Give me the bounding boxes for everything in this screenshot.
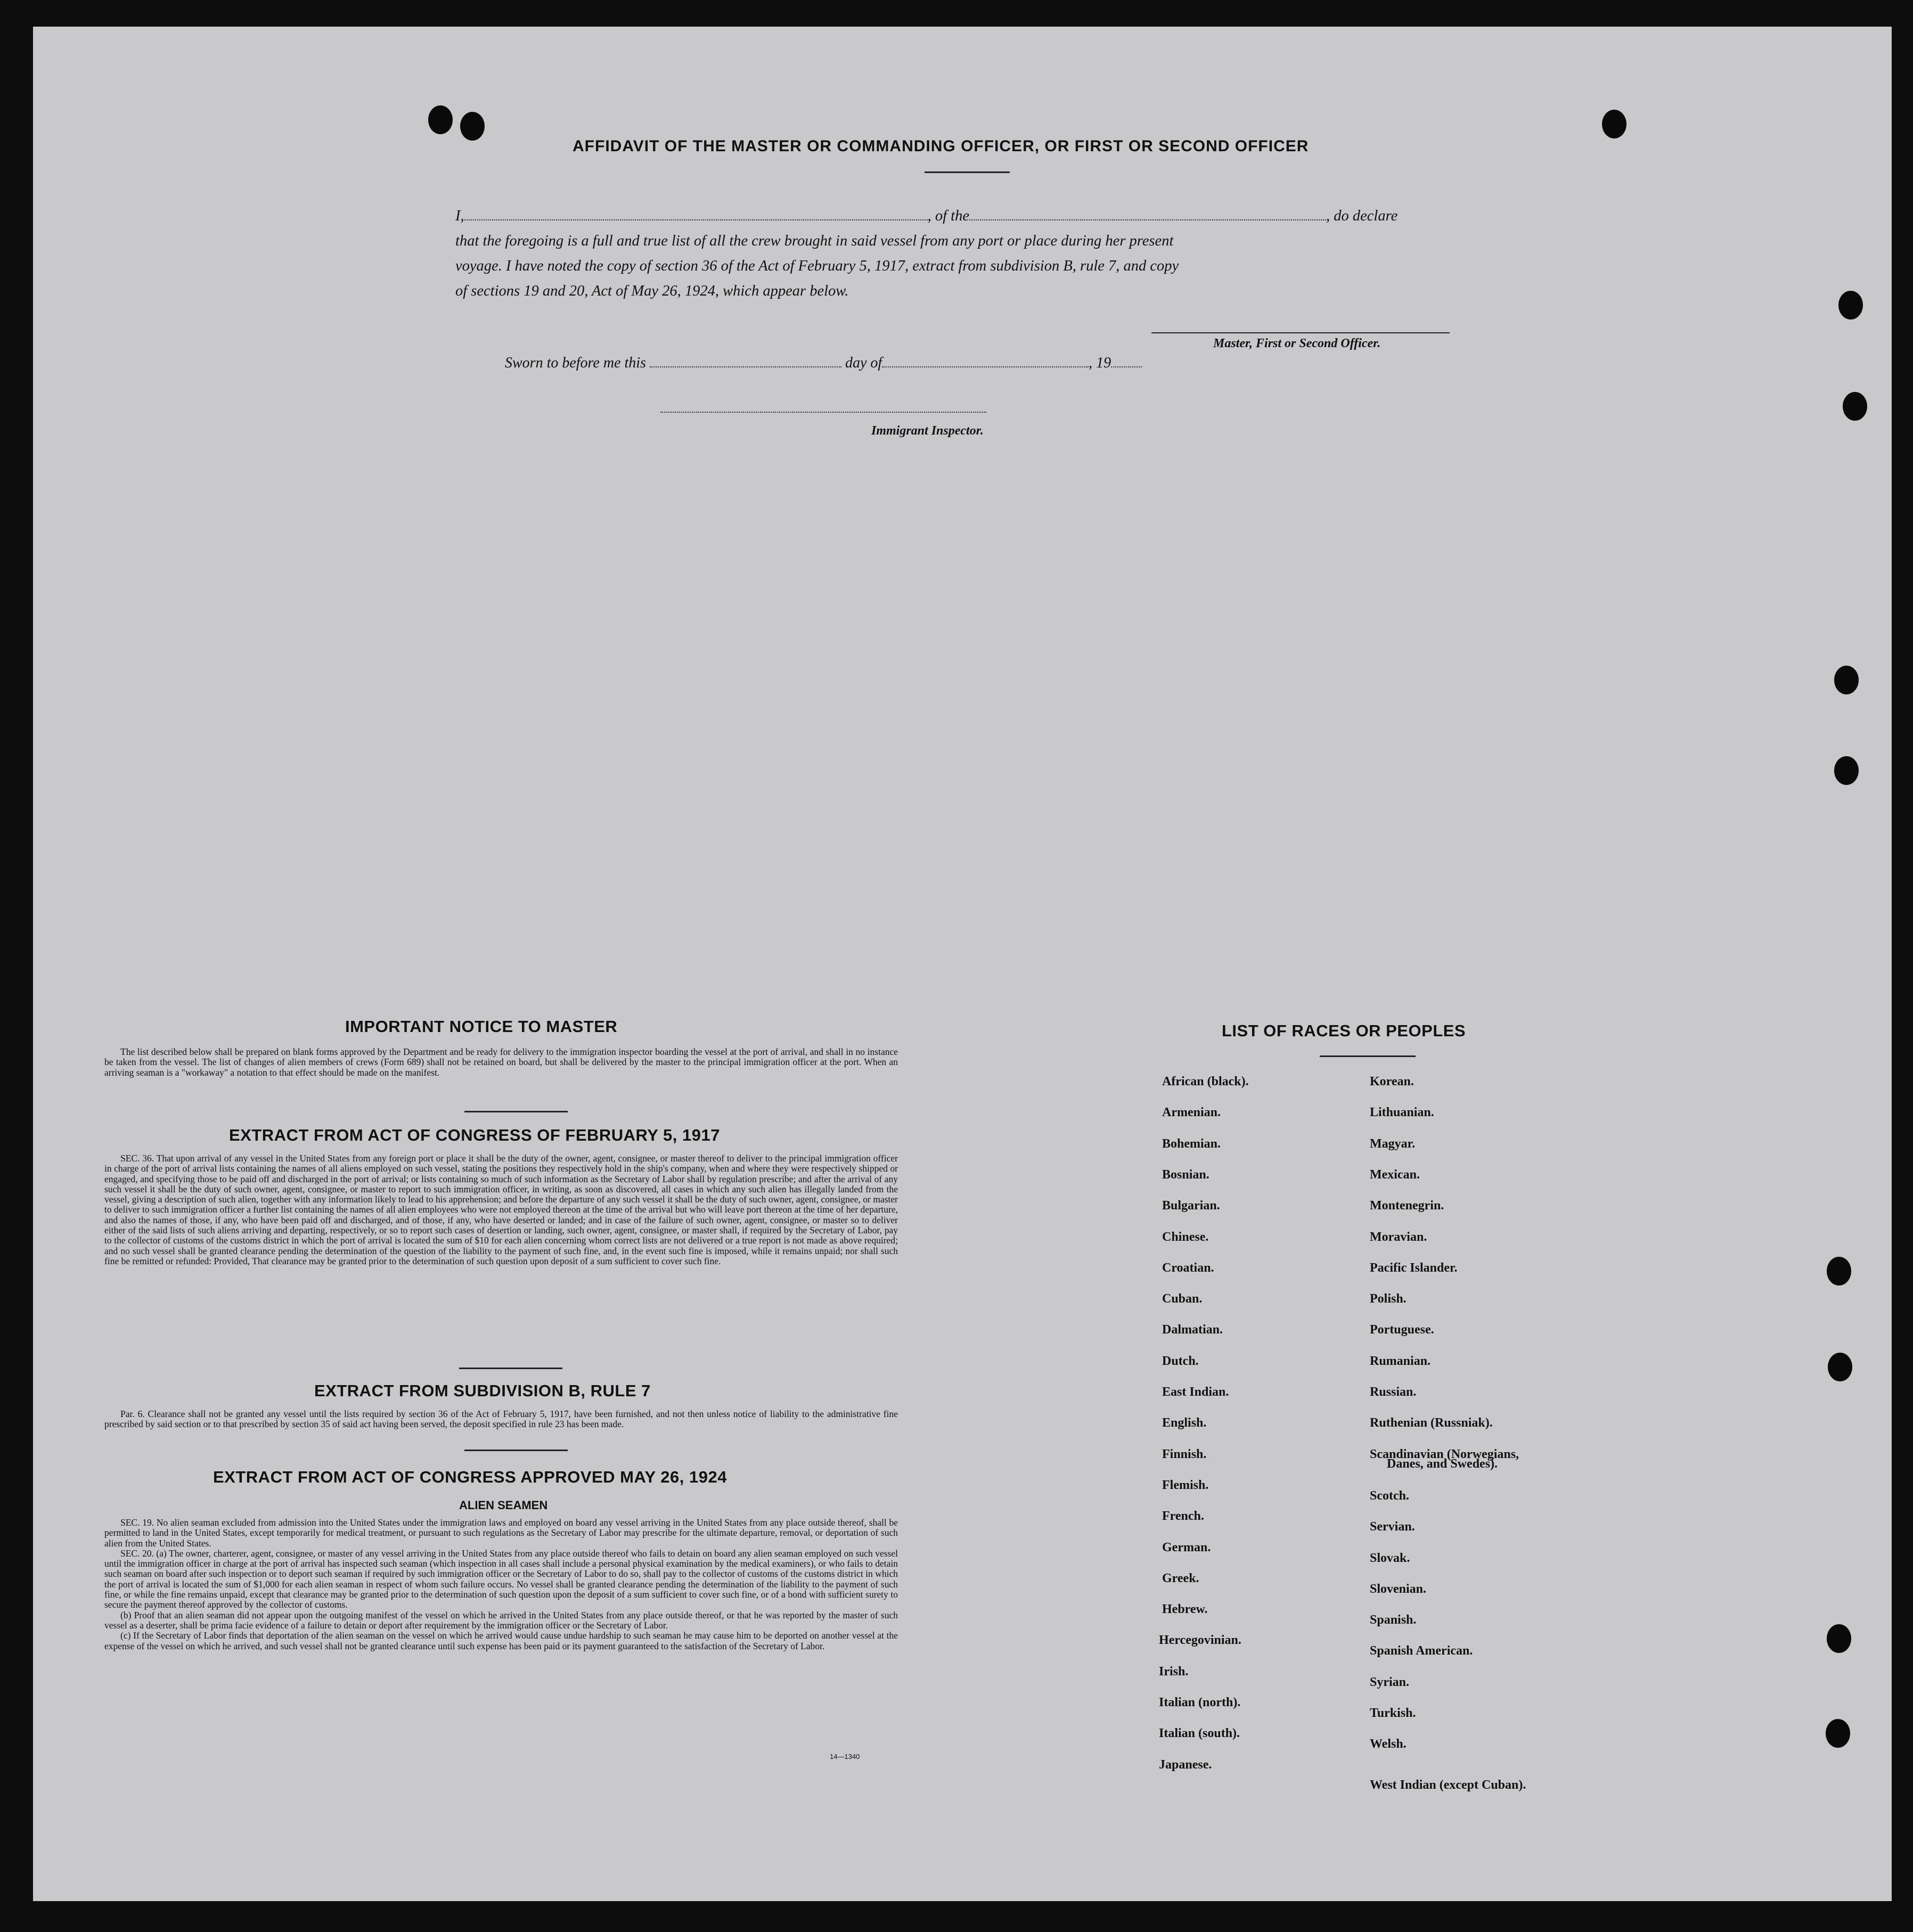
punch-hole: [1826, 1719, 1850, 1748]
divider: [1320, 1055, 1416, 1057]
race-item: Bulgarian.: [1162, 1199, 1220, 1213]
race-item: West Indian (except Cuban).: [1370, 1778, 1526, 1792]
sec-20b-text: (b) Proof that an alien seaman did not appear upon the outgoing manifest of the vessel on which he arrived in the United States from any place outside thereof, or that he was reported by the master of such vessel as a deserter, shall be prima facie evidence of a failure to detain or deport after requirement by the immigration officer or the Secretary of Labor.: [104, 1609, 898, 1631]
races-title: LIST OF RACES OR PEOPLES: [1222, 1021, 1466, 1040]
divider: [925, 171, 1010, 173]
sworn-label: Sworn to before me this: [505, 355, 646, 371]
rule-7-text: [104, 1409, 898, 1430]
sworn-month-blank[interactable]: [882, 356, 1089, 367]
name-blank[interactable]: [464, 209, 928, 220]
alien-seamen-subtitle: ALIEN SEAMEN: [459, 1499, 548, 1512]
race-item: Bohemian.: [1162, 1136, 1221, 1151]
race-item: French.: [1162, 1509, 1204, 1524]
race-item: Mexican.: [1370, 1167, 1420, 1182]
punch-hole: [1827, 1257, 1851, 1286]
race-item: Lithuanian.: [1370, 1106, 1434, 1120]
signature-line[interactable]: [1151, 332, 1450, 333]
punch-hole: [1838, 291, 1863, 320]
punch-hole: [1602, 110, 1626, 138]
race-item: Chinese.: [1162, 1230, 1209, 1244]
race-item: Hebrew.: [1162, 1602, 1208, 1617]
extract-1917-text: [104, 1153, 898, 1266]
race-item: Turkish.: [1370, 1706, 1416, 1720]
section-36-text: SEC. 36. That upon arrival of any vessel in the United States from any foreign port or place it shall be the duty of the owner, agent, consignee, or master thereof to deliver to the principal immigration officer in charge of the port of arrival lists containing the names of all aliens employed on such vessel, stating the positions they respectively hold in the ship's company, when and where they were respectively shipped or engaged, and specifying those to be paid off and discharged in the port of arrival; or lists containing so much of such information as the Secretary of Labor shall by regulation prescribe; and after the arrival of any such vessel it shall be the duty of such owner, agent, consignee, or master to report to such immigration officer, in writing, as soon as discovered, all cases in which any such alien has illegally landed from the vessel, giving a description of such alien, together with any information likely to lead to his apprehension; and before the departure of any such vessel it shall be the duty of such owner, agent, consignee, or master to deliver to such immigration officer a further list containing the names of all alien employees who were not employed thereon at the time of the arrival but who will leave port thereon at the time of her departure, and also the names of those, if any, who have been paid off and discharged, and of those, if any, who have deserted or landed; and in case of the failure of such owner, agent, consignee, or master so to deliver either of the said lists of such aliens arriving and departing, respectively, or so to report such cases of desertion or landing, such owner, agent, consignee, or master shall, if required by the Secretary of Labor, pay to the collector of customs of the customs district in which the port of arrival is located the sum of $10 for each alien concerning whom correct lists are not delivered or a true report is not made as above required; and no such vessel shall be granted clearance pending the determination of the question of the liability to the payment of such fine, and, in the event such fine is imposed, while it remains unpaid; nor shall such fine be remitted or refunded: Provided, That clearance may be granted prior to the determination of such question upon deposit of a sum sufficient to cover such fine.: [104, 1153, 898, 1266]
punch-hole: [1843, 392, 1867, 421]
race-item: Italian (south).: [1159, 1726, 1240, 1741]
race-item: Polish.: [1370, 1292, 1407, 1306]
punch-hole: [1828, 1353, 1852, 1381]
race-item: Russian.: [1370, 1385, 1417, 1399]
affidavit-title: AFFIDAVIT OF THE MASTER OR COMMANDING OFFICER, OR FIRST OR SECOND OFFICER: [573, 137, 1309, 155]
divider: [459, 1368, 562, 1369]
sworn-year-label: , 19: [1089, 355, 1111, 371]
extract-1924-text: [104, 1518, 898, 1651]
race-item: Cuban.: [1162, 1292, 1203, 1306]
race-item: Syrian.: [1370, 1675, 1410, 1689]
race-item: Spanish American.: [1370, 1644, 1473, 1658]
race-item: Rumanian.: [1370, 1354, 1431, 1368]
vessel-blank[interactable]: [969, 209, 1326, 220]
race-item: Croatian.: [1162, 1260, 1214, 1275]
sec-19-text: SEC. 19. No alien seaman excluded from admission into the United States under the immigration laws and employed on board any vessel arriving in the United States from any place outside thereof, shall be permitted to land in the United States, except temporarily for medical treatment, or pursuant to such regulations as the Secretary of Labor may prescribe for the ultimate departure, removal, or deportation of such alien from the United States.: [104, 1517, 898, 1549]
race-item: Greek.: [1162, 1571, 1199, 1585]
punch-hole: [1834, 666, 1859, 694]
race-item: East Indian.: [1162, 1385, 1229, 1399]
sworn-day-of: day of: [845, 355, 882, 371]
race-item: African (black).: [1162, 1075, 1249, 1088]
race-item: Portuguese.: [1370, 1323, 1434, 1337]
punch-hole: [1834, 756, 1859, 785]
race-item: Magyar.: [1370, 1136, 1416, 1151]
punch-hole: [428, 105, 453, 134]
race-item: Servian.: [1370, 1520, 1415, 1534]
race-item: Flemish.: [1162, 1478, 1209, 1492]
race-item: Hercegovinian.: [1159, 1633, 1241, 1648]
race-item: Bosnian.: [1162, 1167, 1209, 1182]
affidavit-line: voyage. I have noted the copy of section 36 of the Act of February 5, 1917, extract from subdivision B, rule 7, and copy: [455, 258, 1179, 274]
race-item: Montenegrin.: [1370, 1199, 1444, 1213]
race-item: Armenian.: [1162, 1106, 1221, 1120]
punch-hole: [460, 112, 485, 141]
race-item: German.: [1162, 1540, 1211, 1554]
race-item: English.: [1162, 1416, 1207, 1430]
affidavit-i: I,: [455, 208, 464, 224]
par-6-text: Par. 6. Clearance shall not be granted any vessel until the lists required by section 36 of the Act of February 5, 1917, have been furnished, and not then unless notice of liability to the administrative fine prescribed by said section or to that prescribed by section 35 of said act having been served, the deposit specified in rule 23 has been made.: [104, 1409, 898, 1430]
race-item: Pacific Islander.: [1370, 1260, 1458, 1275]
extract-1917-title: EXTRACT FROM ACT OF CONGRESS OF FEBRUARY 5, 1917: [229, 1126, 720, 1144]
affidavit-line: of sections 19 and 20, Act of May 26, 1924, which appear below.: [455, 283, 849, 299]
notice-body: The list described below shall be prepared on blank forms approved by the Department and be ready for delivery to the immigration inspector boarding the vessel at the port of arrival, and shall in no instance be taken from the vessel. The list of changes of alien members of crews (Form 689) shall not be retained on board, but shall be delivered by the master to the principal immigration officer at the port. When an arriving seaman is a "workaway" a notation to that effect should be made on the manifest.: [104, 1046, 898, 1078]
race-item: Slovenian.: [1370, 1582, 1427, 1596]
sworn-line: [505, 355, 1142, 372]
race-item: Moravian.: [1370, 1230, 1427, 1244]
extract-1924-title: EXTRACT FROM ACT OF CONGRESS APPROVED MAY 26, 1924: [213, 1468, 727, 1486]
race-item: Dalmatian.: [1162, 1323, 1223, 1337]
affidavit-of-the: , of the: [927, 208, 969, 224]
sworn-day-blank[interactable]: [650, 356, 841, 367]
race-item: Irish.: [1159, 1664, 1189, 1679]
divider: [464, 1450, 568, 1451]
notice-title: IMPORTANT NOTICE TO MASTER: [345, 1017, 618, 1036]
sec-20c-text: (c) If the Secretary of Labor finds that deportation of the alien seaman on the vessel on which he arrived would cause undue hardship to such seaman he may cause him to be deported on another vessel at the expense of the vessel on which he arrived, and such vessel shall not be granted clearance until such expense has been paid or its payment guaranteed to the satisfaction of the Secretary of Labor.: [104, 1630, 898, 1651]
race-item: Finnish.: [1162, 1447, 1207, 1461]
race-item-continuation: Danes, and Swedes).: [1387, 1457, 1498, 1471]
race-item: Scotch.: [1370, 1488, 1409, 1503]
race-item: Scandinavian (Norwegians,: [1370, 1447, 1519, 1461]
divider: [464, 1111, 568, 1112]
inspector-signature-label: Immigrant Inspector.: [871, 424, 984, 438]
race-item: Dutch.: [1162, 1354, 1199, 1368]
race-item: Korean.: [1370, 1075, 1414, 1088]
race-item: Italian (north).: [1159, 1696, 1241, 1709]
inspector-signature-line[interactable]: [660, 412, 986, 413]
race-item: Welsh.: [1370, 1737, 1407, 1751]
affidavit-declare: , do declare: [1326, 208, 1398, 224]
sworn-year-blank[interactable]: [1111, 356, 1142, 367]
rule-7-title: EXTRACT FROM SUBDIVISION B, RULE 7: [314, 1381, 651, 1400]
race-item: Ruthenian (Russniak).: [1370, 1416, 1493, 1430]
form-number: 14—1340: [830, 1753, 860, 1761]
master-signature-label: Master, First or Second Officer.: [1213, 337, 1381, 350]
race-item: Japanese.: [1159, 1757, 1212, 1772]
punch-hole: [1827, 1624, 1851, 1653]
race-item: Spanish.: [1370, 1613, 1417, 1627]
sec-20a-text: SEC. 20. (a) The owner, charterer, agent, consignee, or master of any vessel arriving in the United States from any place outside thereof who fails to detain on board any alien seaman employed on such vessel until the immigration officer in charge at the port of arrival has inspected such seaman (which inspection in all cases shall include a personal physical examination by the medical examiners), or who fails to detain such seaman on board after such inspection or to deport such seaman if required by such immigration officer or the Secretary of Labor to do so, shall pay to the collector of customs of the customs district in which the port of arrival is located the sum of $1,000 for each alien seaman in respect of whom such failure occurs. No vessel shall be granted clearance pending the determination of the liability to the payment of such fine, or while the fine remains unpaid, except that clearance may be granted prior to the determination of such question upon the deposit of a sum sufficient to cover such fine, or of a bond with sufficient surety to secure the payment thereof approved by the collector of customs.: [104, 1548, 898, 1610]
notice-text: [104, 1047, 898, 1078]
race-item: Slovak.: [1370, 1551, 1410, 1565]
affidavit-line: that the foregoing is a full and true list of all the crew brought in said vessel from any port or place during her present: [455, 233, 1174, 249]
